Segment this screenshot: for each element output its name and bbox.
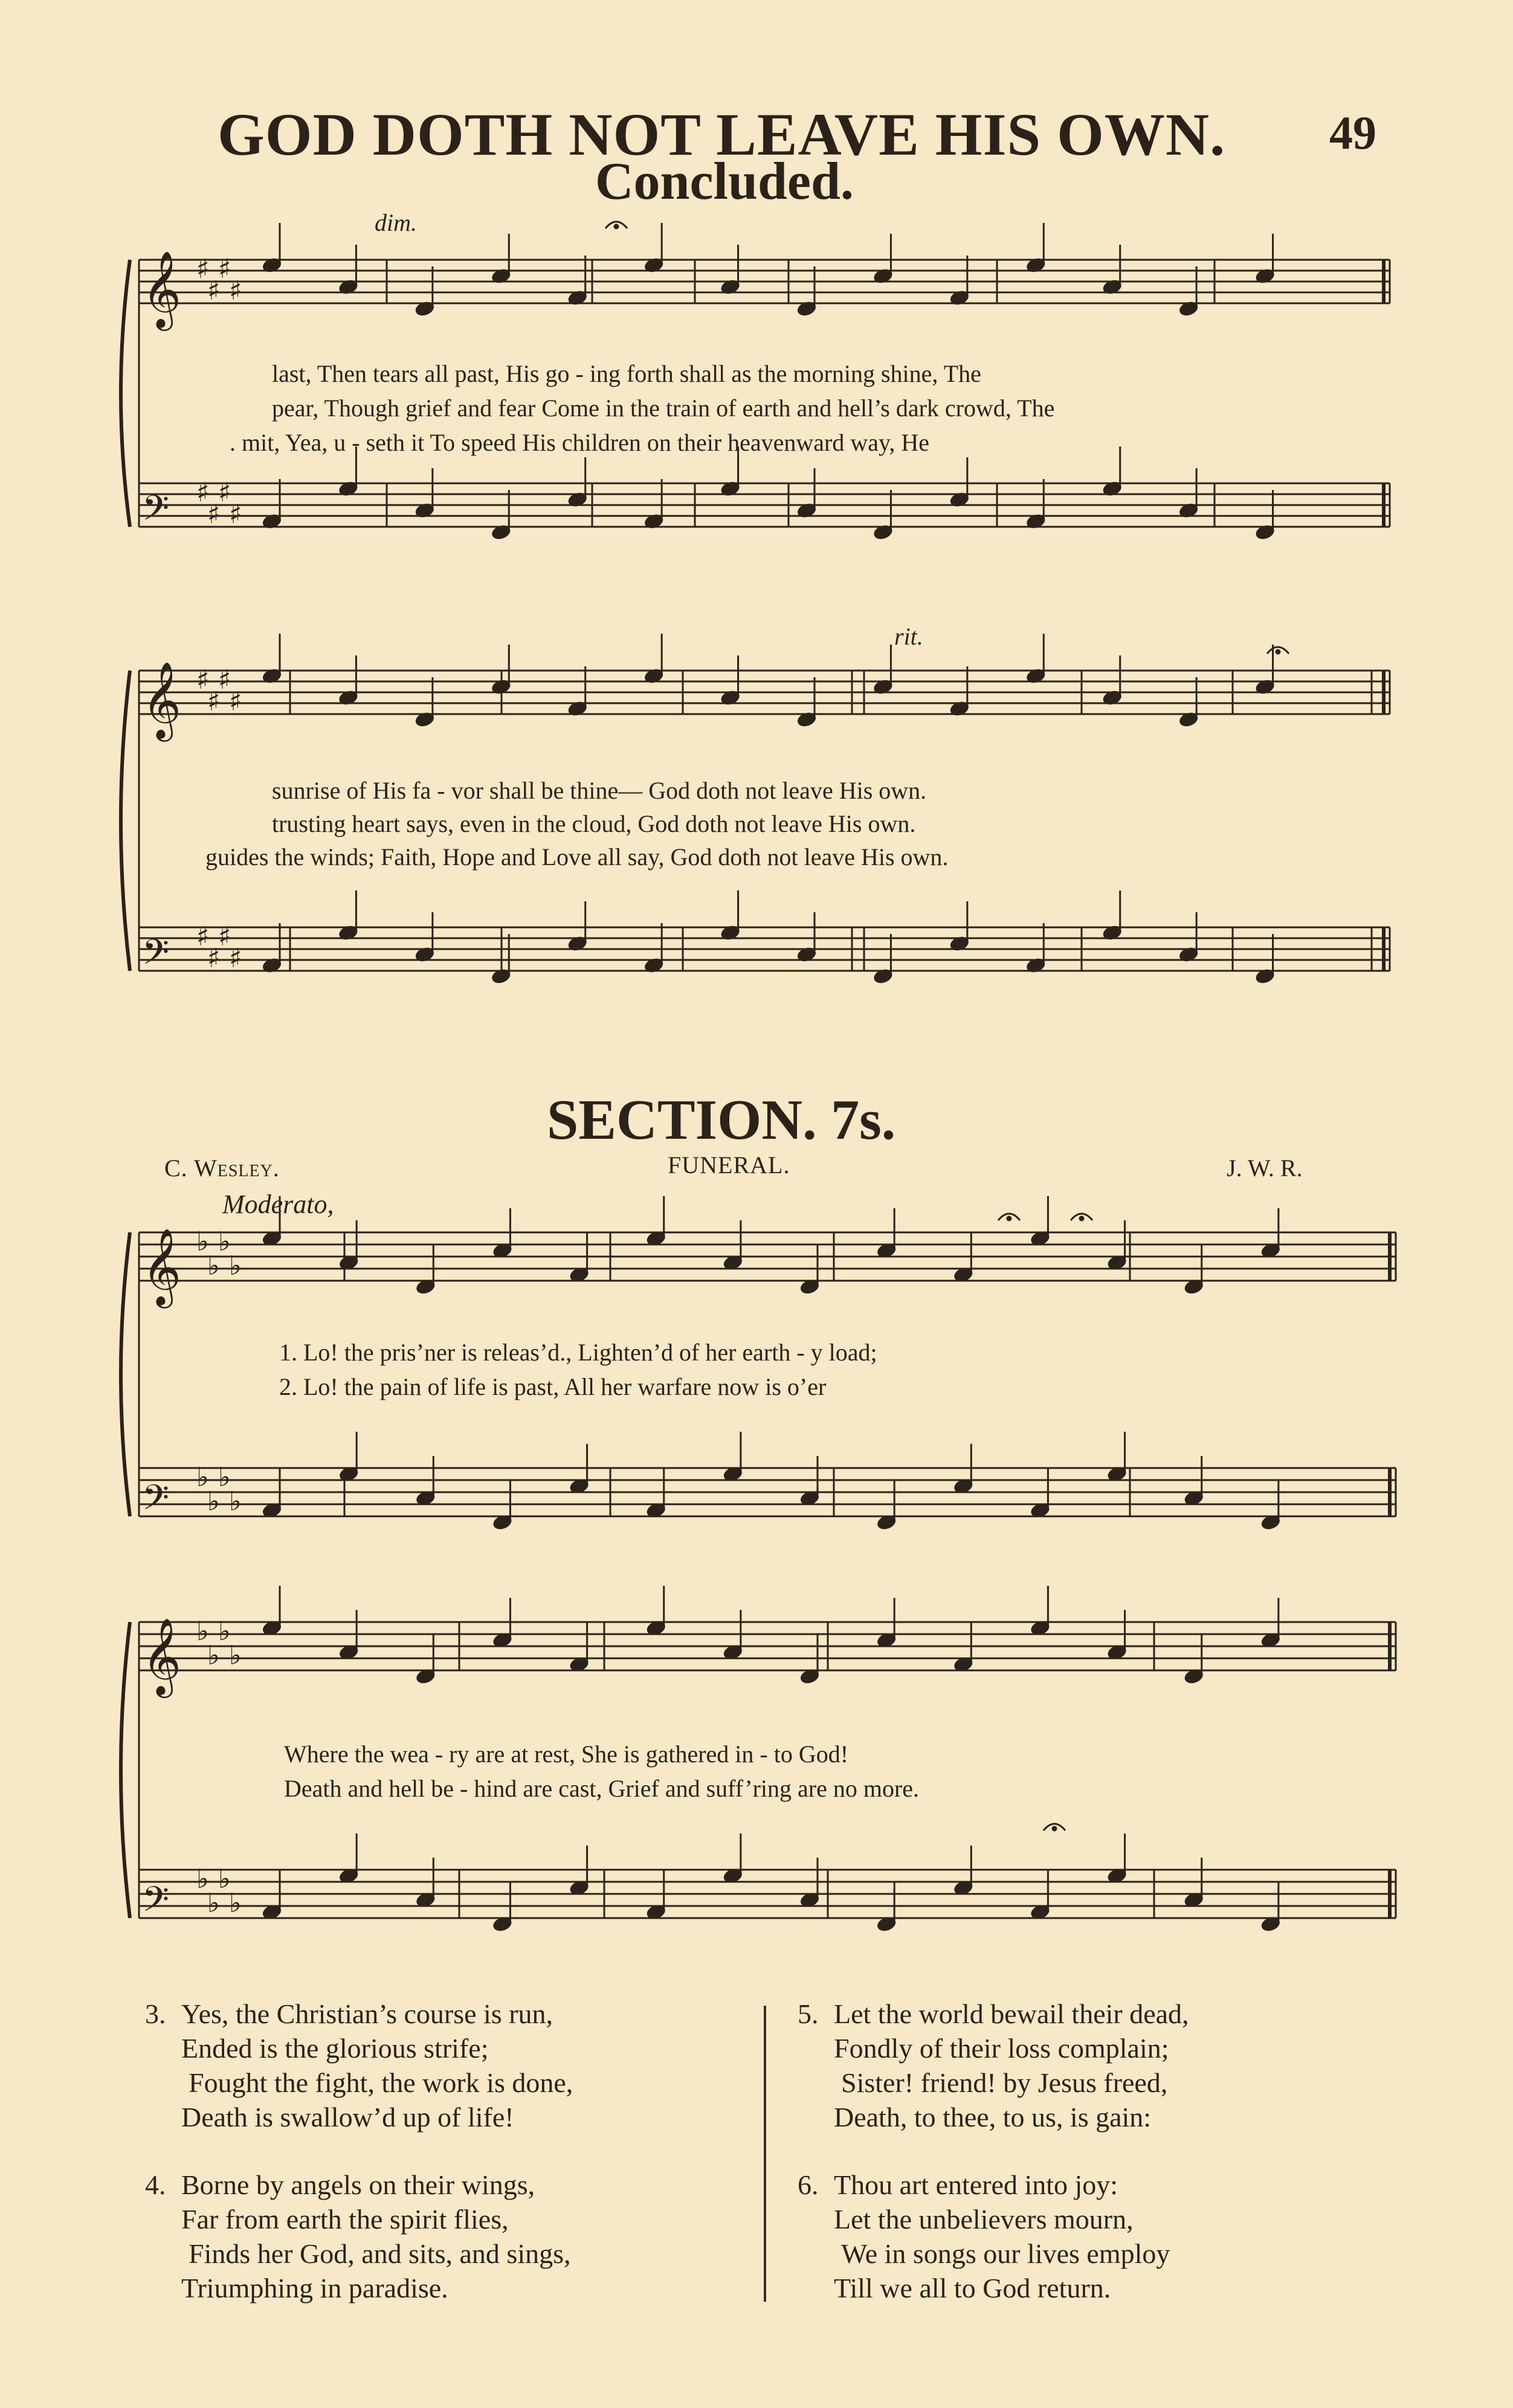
fermata-dot: [1007, 1217, 1011, 1220]
verse-line: Borne by angels on their wings,: [181, 2169, 535, 2200]
sharp-icon: ♯: [218, 254, 231, 285]
lyric-line: pear, Though grief and fear Come in the train of earth and hell’s dark crowd, The: [272, 394, 1055, 422]
author: C. Wesley.: [164, 1154, 280, 1182]
verse-line: Yes, the Christian’s course is run,: [181, 1998, 553, 2029]
fermata-dot: [1080, 1217, 1083, 1220]
verse-line: We in songs our lives employ: [841, 2238, 1170, 2269]
verse-line: Death is swallow’d up of life!: [181, 2102, 514, 2133]
rit-marking: rit.: [894, 623, 923, 650]
bass-clef-icon: 𝄢: [142, 1879, 170, 1928]
verse-line: Triumphing in paradise.: [181, 2273, 448, 2303]
tune-name: FUNERAL.: [668, 1151, 790, 1179]
verse-5: [798, 1997, 1189, 2134]
hymn-title: GOD DOTH NOT LEAVE HIS OWN.: [218, 101, 1226, 168]
flat-icon: ♭: [196, 1226, 209, 1257]
verse-line: Till we all to God return.: [834, 2273, 1111, 2303]
flat-icon: ♭: [196, 1864, 209, 1895]
bass-clef-icon: 𝄢: [142, 932, 170, 981]
lyric-line: last, Then tears all past, His go - ing forth shall as the morning shine, The: [272, 360, 981, 387]
sharp-icon: ♯: [218, 921, 231, 952]
dim-marking: dim.: [375, 209, 417, 236]
flat-icon: ♭: [207, 1486, 220, 1517]
verse-number: 4.: [145, 2169, 166, 2200]
lyric-line: sunrise of His fa - vor shall be thine— God doth not leave His own.: [272, 777, 927, 804]
verse-line: Fondly of their loss complain;: [834, 2033, 1169, 2064]
sharp-icon: ♯: [229, 943, 242, 974]
flat-icon: ♭: [218, 1864, 231, 1895]
lyric-line: . mit, Yea, u - seth it To speed His children on their heavenward way, He: [230, 429, 930, 456]
flat-icon: ♭: [207, 1640, 220, 1671]
flat-icon: ♭: [196, 1462, 209, 1493]
flat-icon: ♭: [207, 1888, 220, 1919]
sharp-icon: ♯: [196, 477, 210, 508]
verse-number: 5.: [798, 1998, 819, 2029]
flat-icon: ♭: [229, 1888, 242, 1919]
lyric-line: 1. Lo! the pris’ner is releas’d., Lighten’d of her earth - y load;: [279, 1339, 877, 1366]
system-brace: [121, 1232, 130, 1516]
sharp-icon: ♯: [218, 665, 231, 695]
sharp-icon: ♯: [229, 686, 242, 717]
tempo-marking: Moderato,: [222, 1190, 334, 1219]
sharp-icon: ♯: [196, 254, 210, 285]
system-brace: [121, 260, 130, 527]
verse-number: 6.: [798, 2169, 819, 2200]
treble-clef-icon: 𝄞: [142, 661, 182, 738]
fermata-dot: [615, 225, 618, 228]
flat-icon: ♭: [229, 1251, 242, 1281]
verse-4: [145, 2168, 571, 2305]
sharp-icon: ♯: [207, 499, 221, 530]
verse-3: [145, 1997, 573, 2134]
verse-number: 3.: [145, 1998, 166, 2029]
hymn-subtitle: Concluded.: [595, 152, 854, 211]
flat-icon: ♭: [218, 1226, 231, 1257]
verse-line: Let the world bewail their dead,: [834, 1998, 1189, 2029]
treble-clef-icon: 𝄞: [142, 1617, 182, 1695]
flat-icon: ♭: [207, 1251, 220, 1281]
flat-icon: ♭: [229, 1486, 242, 1517]
flat-icon: ♭: [218, 1616, 231, 1647]
section-title: SECTION. 7s.: [547, 1089, 896, 1151]
fermata-dot: [1276, 650, 1280, 654]
verse-line: Fought the fight, the work is done,: [189, 2067, 573, 2098]
lyric-line: guides the winds; Faith, Hope and Love all say, God doth not leave His own.: [205, 843, 949, 871]
sharp-icon: ♯: [229, 275, 242, 306]
lyric-line: Where the wea - ry are at rest, She is gathered in - to God!: [284, 1740, 849, 1768]
system-brace: [121, 1622, 130, 1918]
verse-line: Finds her God, and sits, and sings,: [189, 2238, 571, 2269]
sharp-icon: ♯: [196, 665, 210, 695]
system-brace: [121, 671, 130, 971]
treble-clef-icon: 𝄞: [142, 1228, 182, 1305]
verse-6: [798, 2168, 1170, 2305]
lyric-line: Death and hell be - hind are cast, Grief and suff’ring are no more.: [284, 1775, 920, 1802]
fermata-dot: [1053, 1827, 1056, 1830]
flat-icon: ♭: [229, 1640, 242, 1671]
sharp-icon: ♯: [196, 921, 210, 952]
lyric-line: 2. Lo! the pain of life is past, All her warfare now is o’er: [279, 1373, 827, 1400]
treble-clef-icon: 𝄞: [142, 250, 182, 327]
sharp-icon: ♯: [207, 275, 221, 306]
page-number: 49: [1329, 106, 1376, 159]
verse-line: Sister! friend! by Jesus freed,: [841, 2067, 1168, 2098]
sharp-icon: ♯: [218, 477, 231, 508]
flat-icon: ♭: [218, 1462, 231, 1493]
bass-clef-icon: 𝄢: [142, 488, 170, 537]
sharp-icon: ♯: [229, 499, 242, 530]
verse-line: Far from earth the spirit flies,: [181, 2204, 509, 2235]
composer: J. W. R.: [1227, 1154, 1303, 1182]
verse-line: Let the unbelievers mourn,: [834, 2204, 1134, 2235]
lyric-line: trusting heart says, even in the cloud, God doth not leave His own.: [272, 810, 916, 837]
verse-line: Thou art entered into joy:: [834, 2169, 1118, 2200]
flat-icon: ♭: [196, 1616, 209, 1647]
column-divider: [764, 2006, 766, 2302]
bass-clef-icon: 𝄢: [142, 1477, 170, 1527]
verse-line: Death, to thee, to us, is gain:: [834, 2102, 1152, 2133]
sharp-icon: ♯: [207, 943, 221, 974]
sharp-icon: ♯: [207, 686, 221, 717]
verse-line: Ended is the glorious strife;: [181, 2033, 489, 2064]
